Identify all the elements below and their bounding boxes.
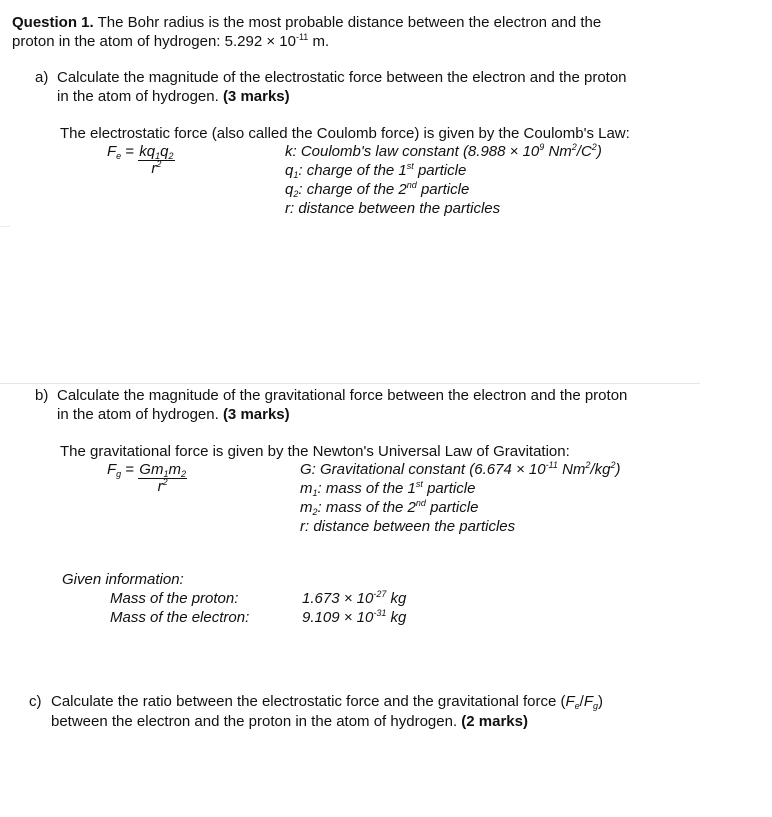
g-formula-lhs-sub: g — [116, 469, 122, 479]
g-numerator-b-sub: 2 — [180, 469, 186, 479]
def-m2-ord: nd — [415, 498, 426, 508]
part-c-line2 — [29, 713, 528, 731]
bohr-radius-exponent: -11 — [295, 32, 309, 42]
denominator: r — [151, 160, 157, 177]
g-denominator-exp: 2 — [162, 477, 168, 487]
def-G-unit: Nm — [557, 461, 586, 478]
def-m2-sub: 2 — [312, 507, 318, 517]
ratio-close: ) — [598, 693, 603, 710]
ratio-slash: / — [579, 693, 584, 710]
def-m1-var: m — [300, 480, 313, 497]
proton-mass-exp: -27 — [373, 589, 387, 599]
part-c-question-text: Calculate the ratio between the electrostatic force and the gravitational force ( — [51, 693, 566, 710]
formula-lhs: F — [107, 143, 117, 160]
given-electron-value — [302, 609, 406, 627]
def-m1-sub: 1 — [312, 488, 318, 498]
def-k-text: k: Coulomb's law constant (8.988 × 10 — [285, 143, 540, 160]
def-G-text: G: Gravitational constant (6.674 × 10 — [300, 461, 546, 478]
part-b-question-text: Calculate the magnitude of the gravitational force between the electron and the proton — [57, 387, 628, 404]
def-m1-end: particle — [422, 480, 476, 497]
part-b-line2 — [35, 406, 290, 424]
part-a-question-text-2: in the atom of hydrogen. — [57, 88, 223, 105]
bohr-radius-unit: m. — [308, 33, 330, 50]
formula-equals: = — [121, 143, 139, 160]
def-q2-text: : charge of the 2 — [298, 181, 407, 198]
proton-mass-mantissa: 1.673 × 10 — [302, 590, 374, 607]
section-divider — [0, 383, 700, 384]
g-numerator-b: m — [168, 461, 181, 478]
numerator-a: kq — [139, 143, 156, 160]
coulomb-formula-denominator — [151, 161, 161, 176]
def-G-unit-mid: /kg — [590, 461, 611, 478]
def-m2 — [300, 499, 478, 517]
ratio-numerator-sub: e — [574, 701, 580, 711]
def-q2-end: particle — [416, 181, 470, 198]
def-k-unit-exp2: 2 — [591, 142, 597, 152]
def-q1-var: q — [285, 162, 294, 179]
g-formula-equals: = — [121, 461, 139, 478]
def-q1-sub: 1 — [293, 170, 299, 180]
def-k-unit: Nm — [544, 143, 572, 160]
def-q1 — [285, 162, 466, 180]
def-k-unit-exp: 2 — [571, 142, 577, 152]
def-m2-text: : mass of the 2 — [317, 499, 416, 516]
part-c-marks: (2 marks) — [461, 713, 528, 730]
ratio-numerator: F — [565, 693, 575, 710]
def-m1-ord: st — [415, 479, 423, 489]
def-q1-end: particle — [413, 162, 467, 179]
question-intro-line1 — [12, 14, 601, 32]
def-G — [300, 461, 620, 479]
coulomb-formula — [107, 144, 175, 176]
part-c-question-text-2: between the electron and the proton in the atom of hydrogen. — [51, 713, 462, 730]
given-electron-label: Mass of the electron: — [110, 609, 250, 626]
def-k-exp: 9 — [539, 142, 545, 152]
def-G-unit-exp2: 2 — [610, 460, 616, 470]
def-q1-ord: st — [406, 161, 414, 171]
electron-mass-unit: kg — [386, 609, 407, 626]
part-b-label: b) — [35, 387, 49, 404]
denominator-exp: 2 — [156, 159, 162, 169]
ratio-denominator: F — [583, 693, 593, 710]
def-q2-ord: nd — [406, 180, 417, 190]
gravitation-formula — [107, 462, 187, 494]
part-b-marks: (3 marks) — [222, 406, 290, 423]
faint-divider — [0, 226, 10, 227]
part-a-question-text: Calculate the magnitude of the electrostatic force between the electron and the proton — [57, 69, 627, 86]
g-denominator: r — [157, 478, 163, 495]
def-G-exp: -11 — [545, 460, 558, 470]
def-r-b: r: distance between the particles — [300, 518, 516, 535]
numerator-a-sub: 1 — [155, 151, 161, 161]
question-label: Question 1. — [12, 14, 94, 31]
def-q2 — [285, 181, 469, 199]
part-c-line1 — [29, 693, 603, 711]
given-title: Given information: — [62, 571, 184, 588]
g-formula-lhs: F — [107, 461, 117, 478]
def-m1-text: : mass of the 1 — [317, 480, 416, 497]
numerator-b: q — [160, 143, 169, 160]
def-m2-var: m — [300, 499, 313, 516]
gravitation-formula-denominator — [158, 479, 168, 494]
given-proton-value — [302, 590, 406, 608]
gravitation-law-intro: The gravitational force is given by the Newton's Universal Law of Gravitation: — [60, 443, 570, 460]
coulomb-law-intro: The electrostatic force (also called the Coulomb force) is given by the Coulomb's Law: — [60, 125, 630, 142]
part-b-line1 — [35, 387, 627, 405]
def-q1-text: : charge of the 1 — [298, 162, 407, 179]
electron-mass-mantissa: 9.109 × 10 — [302, 609, 374, 626]
g-formula-fraction — [138, 462, 187, 494]
def-m1 — [300, 480, 475, 498]
def-k — [285, 143, 602, 161]
g-numerator-a-sub: 1 — [163, 469, 169, 479]
def-r-a: r: distance between the particles — [285, 200, 501, 217]
part-b-question-text-2: in the atom of hydrogen. — [57, 406, 223, 423]
def-k-unit-mid: /C — [576, 143, 592, 160]
def-q2-sub: 2 — [293, 189, 299, 199]
part-a-label: a) — [35, 69, 49, 86]
part-c-label: c) — [29, 693, 42, 710]
formula-fraction — [138, 144, 174, 176]
def-q2-var: q — [285, 181, 294, 198]
ratio-denominator-sub: g — [592, 701, 598, 711]
bohr-radius-mantissa: proton in the atom of hydrogen: 5.292 × 10 — [12, 33, 296, 50]
part-a-line1 — [35, 69, 627, 87]
def-k-close: ) — [596, 143, 602, 160]
given-proton-label: Mass of the proton: — [110, 590, 239, 607]
def-G-close: ) — [615, 461, 621, 478]
formula-lhs-sub: e — [116, 151, 122, 161]
proton-mass-unit: kg — [386, 590, 407, 607]
g-numerator-a: Gm — [139, 461, 164, 478]
part-a-marks: (3 marks) — [222, 88, 290, 105]
def-m2-end: particle — [425, 499, 479, 516]
question-intro-text: The Bohr radius is the most probable distance between the electron and the — [93, 14, 602, 31]
question-intro-line2 — [12, 33, 329, 51]
part-a-line2 — [35, 88, 290, 106]
numerator-b-sub: 2 — [168, 151, 174, 161]
electron-mass-exp: -31 — [373, 608, 387, 618]
def-G-unit-exp: 2 — [585, 460, 591, 470]
